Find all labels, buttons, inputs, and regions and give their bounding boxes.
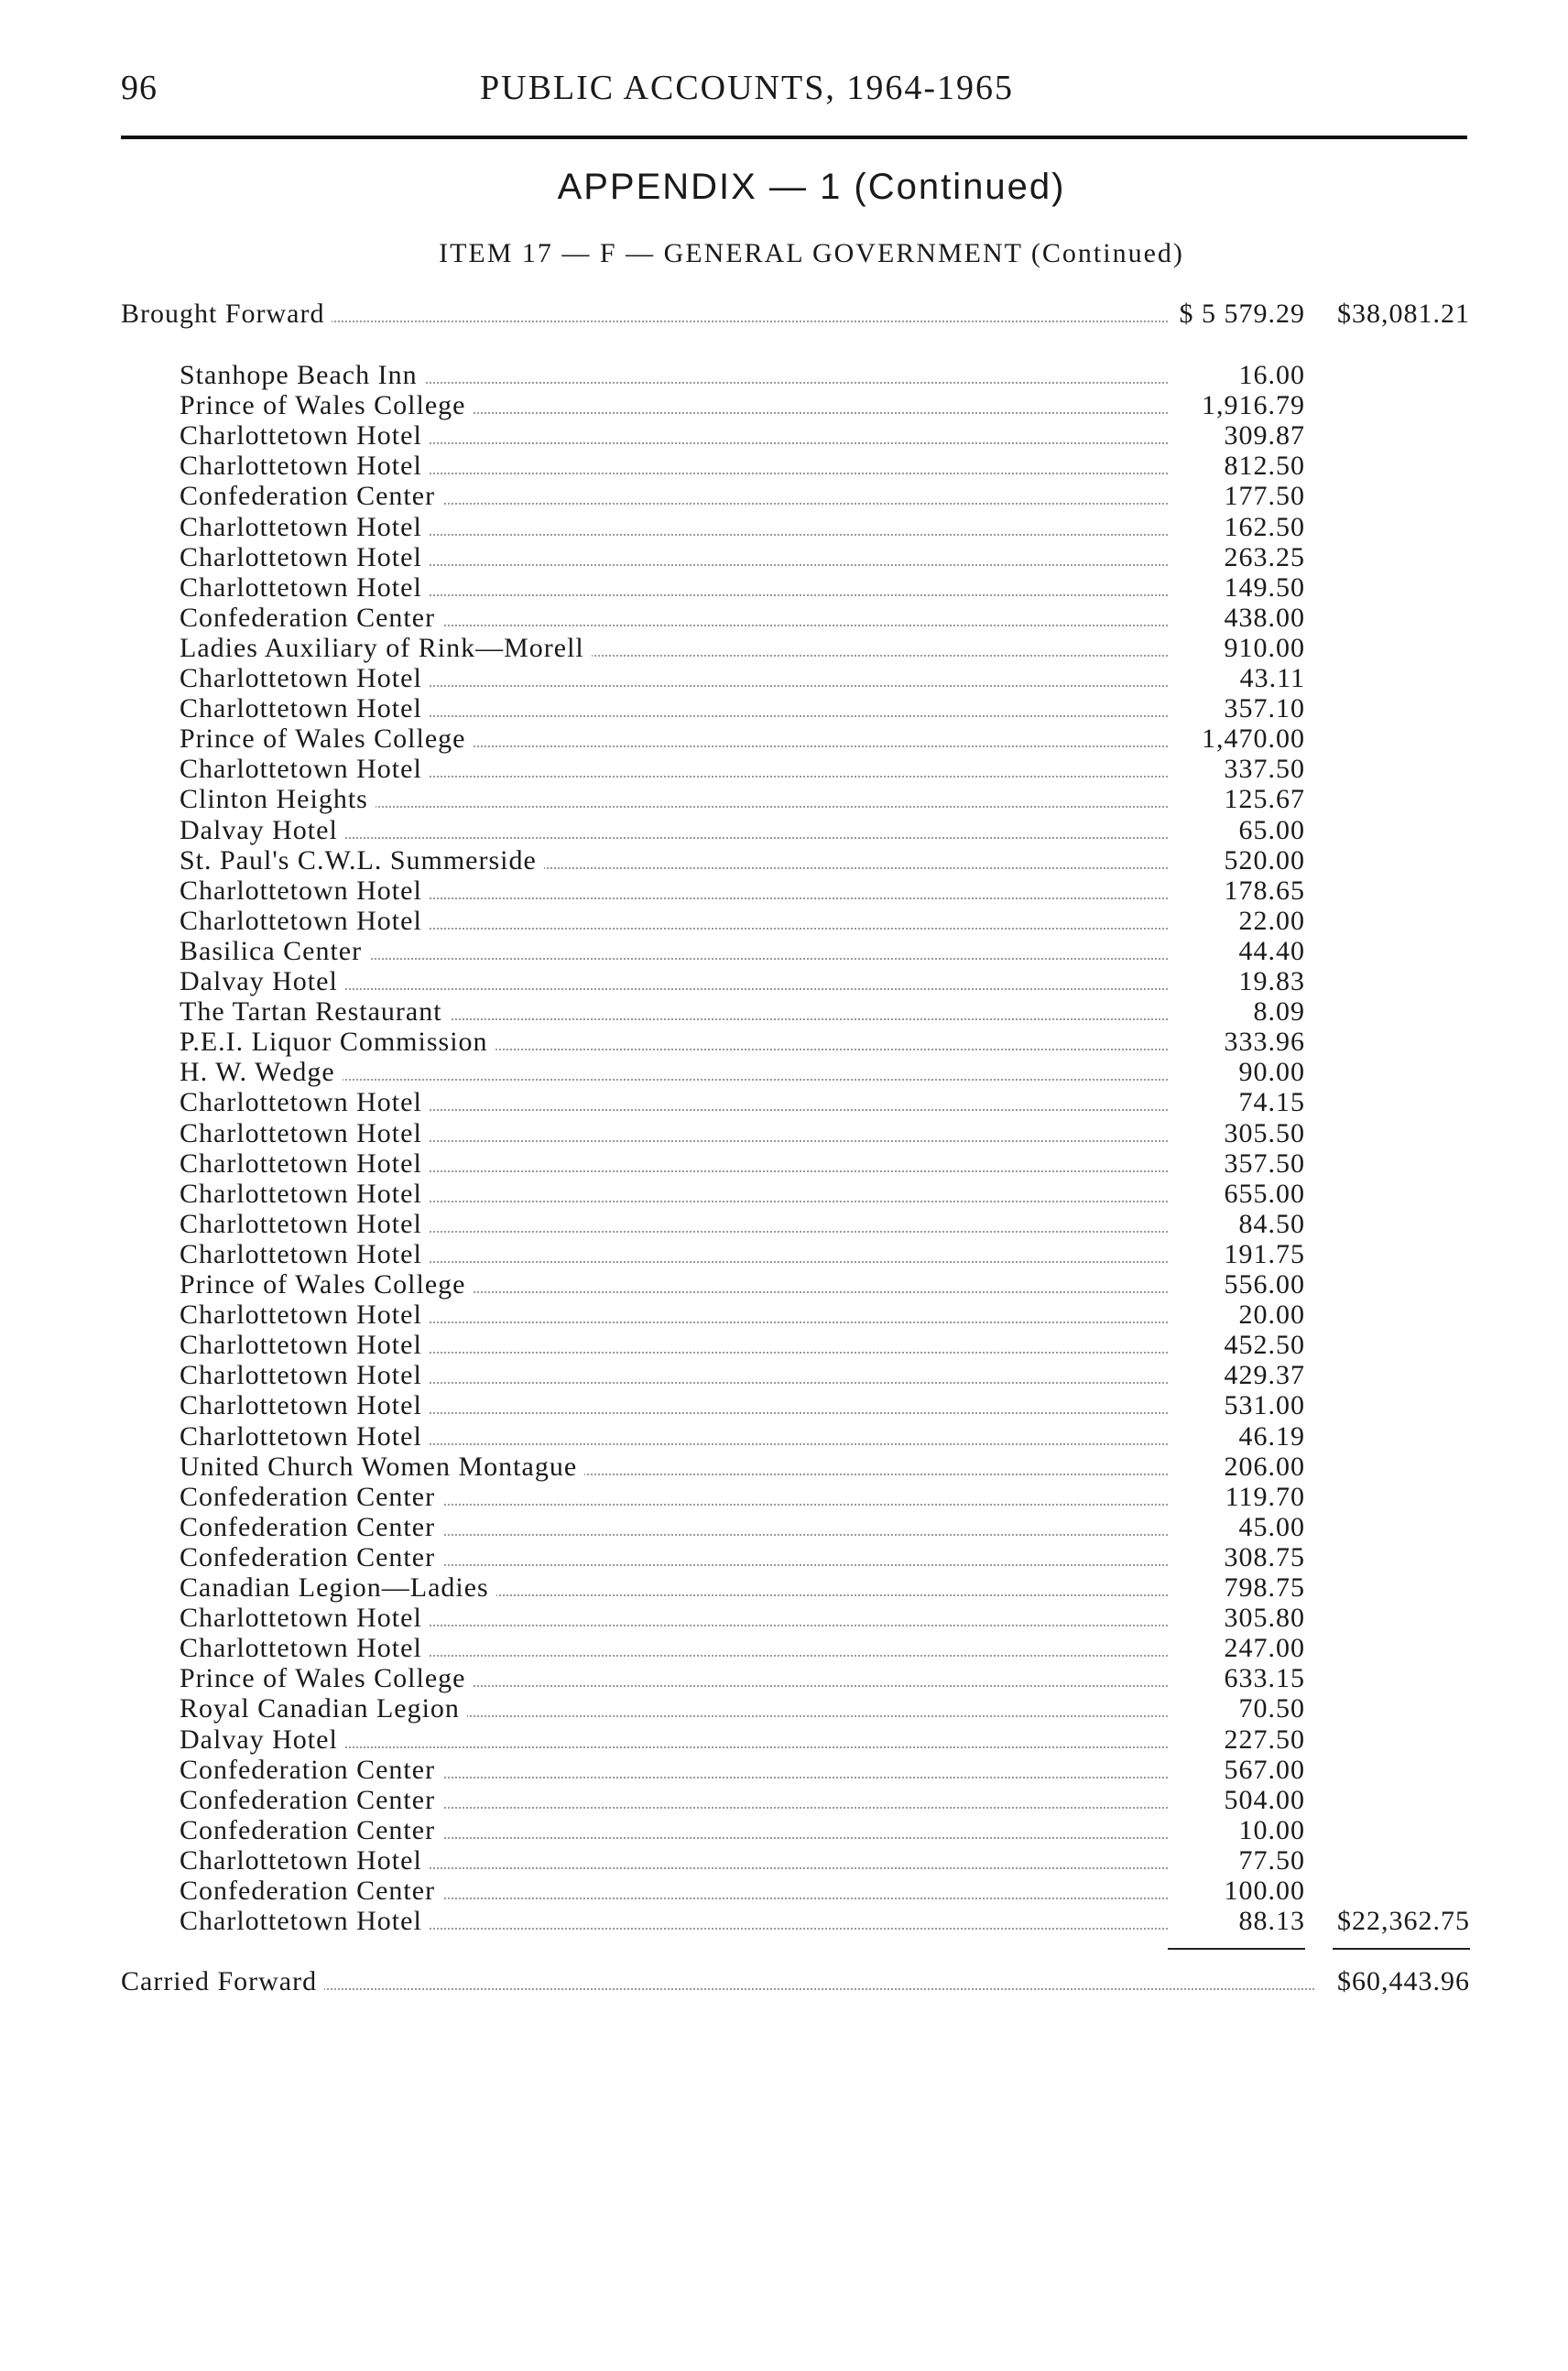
entry-label: Basilica Center — [180, 936, 369, 967]
entry-row — [180, 1906, 1470, 1937]
entry-row — [180, 1785, 1470, 1816]
entry-label: The Tartan Restaurant — [180, 996, 450, 1028]
entry-amount: 504.00 — [1224, 1785, 1305, 1815]
entry-label: Charlottetown Hotel — [180, 1330, 430, 1361]
entry-amount: 452.50 — [1224, 1330, 1305, 1360]
entry-row — [180, 996, 1470, 1028]
entry-amount: 308.75 — [1224, 1542, 1305, 1572]
entry-amount: 19.83 — [1238, 966, 1305, 996]
entry-amount: 149.50 — [1224, 572, 1305, 603]
entry-row — [180, 1118, 1470, 1149]
entry-amount: 125.67 — [1224, 784, 1305, 814]
entry-amount: 10.00 — [1238, 1815, 1305, 1845]
total-rule — [1333, 1948, 1470, 1950]
entry-row — [180, 572, 1470, 604]
entry-label: Charlottetown Hotel — [180, 754, 430, 785]
entry-label: Charlottetown Hotel — [180, 572, 430, 604]
entry-row — [180, 1148, 1470, 1180]
entry-amount: 22.00 — [1238, 906, 1305, 936]
item-subtitle: ITEM 17 — F — GENERAL GOVERNMENT (Continued) — [439, 238, 1184, 268]
entry-amount: 178.65 — [1224, 876, 1305, 906]
entry-label: Confederation Center — [180, 1542, 442, 1573]
entry-label: Charlottetown Hotel — [180, 420, 430, 451]
entry-label: Royal Canadian Legion — [180, 1693, 467, 1724]
entry-label: Charlottetown Hotel — [180, 542, 430, 573]
entry-row — [180, 1330, 1470, 1361]
entry-label: P.E.I. Liquor Commission — [180, 1027, 495, 1058]
entry-row — [180, 1087, 1470, 1118]
entry-row — [180, 1572, 1470, 1604]
entry-amount: 438.00 — [1224, 603, 1305, 633]
entry-row — [180, 1663, 1470, 1694]
entry-row — [180, 481, 1470, 512]
brought-forward-label: Brought Forward — [121, 299, 332, 330]
entry-amount: 43.11 — [1239, 663, 1305, 693]
entry-row — [180, 1179, 1470, 1210]
entry-label: Charlottetown Hotel — [180, 693, 430, 724]
entry-amount: 357.50 — [1224, 1148, 1305, 1179]
entry-amount: 46.19 — [1238, 1421, 1305, 1452]
entry-label: Charlottetown Hotel — [180, 663, 430, 694]
entry-row — [180, 1209, 1470, 1240]
entry-row — [180, 1724, 1470, 1756]
entry-subtotal: $22,362.75 — [1337, 1906, 1470, 1936]
entry-amount: 90.00 — [1238, 1057, 1305, 1087]
entry-row — [180, 966, 1470, 997]
entry-amount: 70.50 — [1238, 1693, 1305, 1724]
running-title: PUBLIC ACCOUNTS, 1964-1965 — [480, 69, 1014, 107]
entry-row — [180, 1452, 1470, 1483]
appendix-title: APPENDIX — 1 (Continued) — [557, 167, 1066, 207]
entry-label: Prince of Wales College — [180, 1269, 473, 1300]
entry-row — [180, 906, 1470, 937]
entry-row — [180, 1057, 1470, 1088]
entry-amount: 531.00 — [1224, 1390, 1305, 1420]
entry-label: Canadian Legion—Ladies — [180, 1572, 496, 1604]
entry-label: Charlottetown Hotel — [180, 1390, 430, 1421]
entry-amount: 337.50 — [1224, 754, 1305, 784]
entry-row — [180, 1300, 1470, 1331]
entry-row — [180, 1421, 1470, 1452]
entry-label: Confederation Center — [180, 1815, 442, 1846]
entry-label: Charlottetown Hotel — [180, 906, 430, 937]
entry-label: Prince of Wales College — [180, 723, 473, 755]
entry-label: Ladies Auxiliary of Rink—Morell — [180, 633, 592, 664]
entry-label: Charlottetown Hotel — [180, 451, 430, 482]
entry-row — [180, 1390, 1470, 1421]
entry-amount: 333.96 — [1224, 1027, 1305, 1057]
entry-row — [180, 1603, 1470, 1634]
entry-label: Charlottetown Hotel — [180, 1633, 430, 1664]
entry-label: Confederation Center — [180, 1785, 442, 1816]
entry-amount: 1,470.00 — [1202, 723, 1305, 754]
entry-label: Dalvay Hotel — [180, 966, 345, 997]
entry-amount: 567.00 — [1224, 1755, 1305, 1785]
entry-row — [180, 390, 1470, 421]
entry-amount: 227.50 — [1224, 1724, 1305, 1755]
entry-label: H. W. Wedge — [180, 1057, 343, 1088]
entry-amount: 65.00 — [1238, 815, 1305, 845]
entry-label: Clinton Heights — [180, 784, 376, 815]
entry-row — [180, 1482, 1470, 1513]
entry-label: Confederation Center — [180, 1876, 442, 1907]
entry-row — [180, 876, 1470, 907]
brought-forward-total: $38,081.21 — [1337, 299, 1470, 329]
entry-row — [180, 845, 1470, 876]
entry-label: Charlottetown Hotel — [180, 1300, 430, 1331]
entry-amount: 44.40 — [1238, 936, 1305, 966]
entry-label: Dalvay Hotel — [180, 1724, 345, 1756]
entry-amount: 247.00 — [1224, 1633, 1305, 1663]
entry-amount: 309.87 — [1224, 420, 1305, 451]
entry-label: Confederation Center — [180, 481, 442, 512]
entry-label: Charlottetown Hotel — [180, 1087, 430, 1118]
entry-label: St. Paul's C.W.L. Summerside — [180, 845, 544, 876]
page-header — [121, 68, 1467, 123]
entry-amount: 520.00 — [1224, 845, 1305, 876]
entry-amount: 910.00 — [1224, 633, 1305, 663]
entry-amount: 177.50 — [1224, 481, 1305, 511]
entry-amount: 305.50 — [1224, 1118, 1305, 1148]
entry-row — [180, 542, 1470, 573]
entry-amount: 357.10 — [1224, 693, 1305, 723]
entry-amount: 556.00 — [1224, 1269, 1305, 1300]
entry-row — [180, 784, 1470, 815]
entry-row — [180, 360, 1470, 391]
entry-row — [180, 633, 1470, 664]
entry-row — [180, 1269, 1470, 1300]
entry-amount: 45.00 — [1238, 1512, 1305, 1542]
entry-label: Charlottetown Hotel — [180, 1179, 430, 1210]
entry-amount: 8.09 — [1253, 996, 1305, 1027]
entry-row — [180, 1876, 1470, 1907]
entry-row — [180, 723, 1470, 755]
entry-row — [180, 1755, 1470, 1786]
entry-amount: 305.80 — [1224, 1603, 1305, 1633]
entry-row — [180, 1027, 1470, 1058]
page-number: 96 — [121, 69, 158, 107]
entry-label: Prince of Wales College — [180, 390, 473, 421]
entry-label: United Church Women Montague — [180, 1452, 584, 1483]
carried-forward-label: Carried Forward — [121, 1966, 324, 1997]
entry-row — [180, 936, 1470, 967]
entry-amount: 88.13 — [1238, 1906, 1305, 1936]
entry-amount: 206.00 — [1224, 1452, 1305, 1482]
entry-row — [180, 451, 1470, 482]
entry-label: Charlottetown Hotel — [180, 1906, 430, 1937]
entry-row — [180, 512, 1470, 543]
entry-amount: 16.00 — [1238, 360, 1305, 390]
entry-row — [180, 754, 1470, 785]
subtotal-rule — [1168, 1948, 1305, 1950]
entry-label: Charlottetown Hotel — [180, 876, 430, 907]
entry-label: Confederation Center — [180, 1755, 442, 1786]
entry-label: Prince of Wales College — [180, 1663, 473, 1694]
entry-row — [180, 1360, 1470, 1391]
entry-row — [180, 1693, 1470, 1724]
entry-label: Charlottetown Hotel — [180, 1239, 430, 1270]
entry-row — [180, 1239, 1470, 1270]
entry-amount: 1,916.79 — [1202, 390, 1305, 420]
entry-amount: 20.00 — [1238, 1300, 1305, 1330]
entry-row — [180, 693, 1470, 724]
entry-label: Confederation Center — [180, 1512, 442, 1543]
entry-row — [180, 663, 1470, 694]
header-rule — [121, 136, 1467, 139]
entry-label: Charlottetown Hotel — [180, 1421, 430, 1452]
carried-forward-row — [121, 1966, 1470, 1997]
entry-label: Confederation Center — [180, 1482, 442, 1513]
entry-amount: 162.50 — [1224, 512, 1305, 542]
entry-amount: 77.50 — [1238, 1845, 1305, 1876]
entry-row — [180, 1512, 1470, 1543]
entry-amount: 191.75 — [1224, 1239, 1305, 1269]
entry-amount: 263.25 — [1224, 542, 1305, 572]
entry-label: Charlottetown Hotel — [180, 512, 430, 543]
entry-amount: 798.75 — [1224, 1572, 1305, 1603]
entry-label: Charlottetown Hotel — [180, 1148, 430, 1180]
entry-row — [180, 1845, 1470, 1876]
entry-row — [180, 1815, 1470, 1846]
entry-label: Confederation Center — [180, 603, 442, 634]
entry-amount: 74.15 — [1238, 1087, 1305, 1117]
entry-amount: 429.37 — [1224, 1360, 1305, 1390]
entry-row — [180, 1542, 1470, 1573]
entry-label: Charlottetown Hotel — [180, 1360, 430, 1391]
entry-label: Charlottetown Hotel — [180, 1603, 430, 1634]
carried-forward-total: $60,443.96 — [1337, 1966, 1470, 1996]
entry-row — [180, 1633, 1470, 1664]
entry-label: Dalvay Hotel — [180, 815, 345, 846]
entry-label: Stanhope Beach Inn — [180, 360, 425, 391]
entry-label: Charlottetown Hotel — [180, 1845, 430, 1876]
entry-row — [180, 420, 1470, 451]
entry-amount: 633.15 — [1224, 1663, 1305, 1693]
entry-amount: 119.70 — [1225, 1482, 1305, 1512]
brought-forward-row — [121, 299, 1470, 330]
entry-amount: 655.00 — [1224, 1179, 1305, 1209]
brought-forward-amount: $ 5 579.29 — [1179, 299, 1305, 329]
entry-row — [180, 815, 1470, 846]
entry-amount: 812.50 — [1224, 451, 1305, 481]
entry-amount: 84.50 — [1238, 1209, 1305, 1239]
entry-label: Charlottetown Hotel — [180, 1118, 430, 1149]
entry-row — [180, 603, 1470, 634]
entry-label: Charlottetown Hotel — [180, 1209, 430, 1240]
entry-amount: 100.00 — [1224, 1876, 1305, 1906]
